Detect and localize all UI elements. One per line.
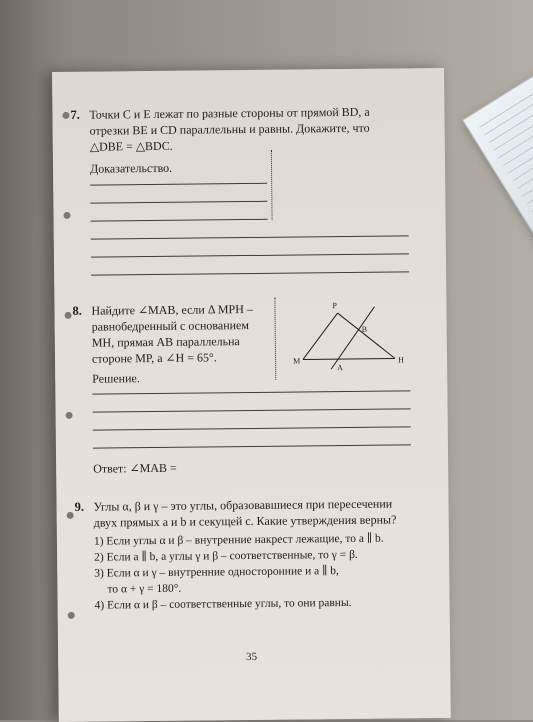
answer-line[interactable] [91, 219, 268, 222]
label-m: M [293, 356, 301, 366]
task9-option-4: 4) Если α и β – соответственные углы, то они равны. [94, 596, 352, 612]
task7-proof-label: Доказательство. [89, 160, 173, 176]
workbook-page [52, 68, 451, 722]
task8-dotted-divider [274, 298, 276, 380]
task7-dotted-divider [271, 150, 273, 220]
side-mp [303, 313, 338, 359]
task9-intro-line1: Углы α, β и γ – это углы, образовавшиеся при пересечении [93, 496, 393, 514]
answer-line[interactable] [91, 253, 409, 257]
label-p: P [332, 301, 337, 311]
task9-option-3-cont: то α + γ = 180°. [107, 582, 182, 596]
task9-option-1: 1) Если углы α и β – внутренние накрест лежащие, то a ∥ b. [93, 532, 384, 548]
side-mh [303, 358, 395, 359]
answer-line[interactable] [92, 390, 410, 394]
task9-option-3: 3) Если α и γ – внутренние односторонние и a ∥ b, [94, 565, 339, 580]
label-h: H [397, 355, 404, 365]
task7-text-line2: отрезки BE и CD параллельны и равны. Докажите, что [89, 120, 370, 138]
task9-intro-line2: двух прямых a и b и секущей c. Какие утверждения верны? [93, 512, 397, 530]
task8-text-line3: MH, прямая AB параллельна [91, 334, 240, 350]
task9-option-2: 2) Если a ∥ b, а углы γ и β – соответственные, то γ = β. [94, 548, 358, 564]
task8-answer-label: Ответ: ∠MAB = [93, 460, 177, 476]
answer-line[interactable] [90, 183, 267, 186]
task8-number: 8. [72, 303, 82, 318]
answer-line[interactable] [93, 408, 411, 412]
task7-number: 7. [70, 107, 80, 122]
task9-number: 9. [74, 499, 85, 514]
binding-holes [62, 72, 83, 722]
label-b: B [361, 324, 368, 334]
answer-line[interactable] [91, 235, 409, 239]
side-ph [338, 312, 395, 359]
triangle-figure [292, 294, 409, 377]
task8-text-line2: равнобедренный с основанием [91, 318, 250, 334]
task7-text-line3: △DBE = △BDC. [89, 138, 173, 154]
task7-text-line1: Точки C и E лежат по разные стороны от прямой BD, а [89, 104, 370, 122]
task8-solution-label: Решение. [92, 371, 140, 386]
page-number: 35 [246, 650, 258, 664]
answer-line[interactable] [93, 444, 411, 448]
task8-text-line1: Найдите ∠MAB, если Δ MPH – [91, 301, 253, 318]
answer-line[interactable] [91, 271, 409, 275]
label-a: A [337, 363, 343, 373]
answer-line[interactable] [93, 426, 411, 430]
task8-text-line4: стороне MP, а ∠H = 65°. [91, 350, 217, 366]
answer-line[interactable] [90, 201, 267, 204]
